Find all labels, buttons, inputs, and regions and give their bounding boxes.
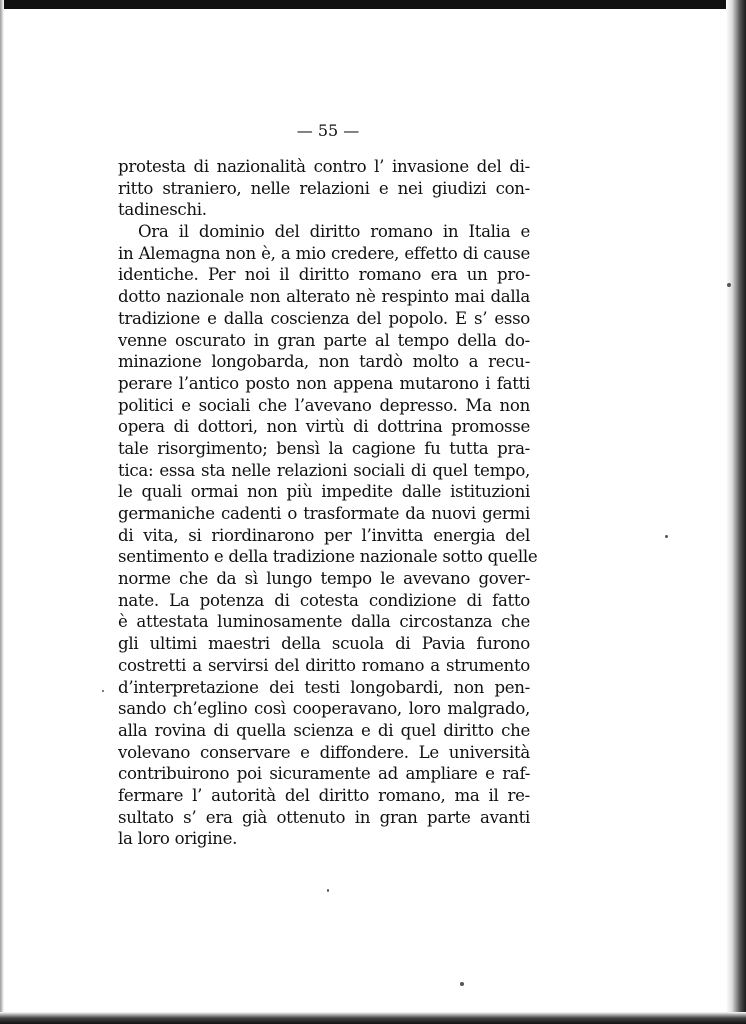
text-line: d’interpretazione dei testi longobardi, non pen- [118,677,530,697]
text-line: identiche. Per noi il diritto romano era un pro- [118,265,530,285]
text-line: sentimento e della tradizione nazionale sotto quelle [118,547,538,567]
text-line: Ora il dominio del diritto romano in Italia e [138,222,530,242]
text-line: dotto nazionale non alterato nè respinto mai dalla [118,287,530,307]
text-line: politici e sociali che l’avevano depresso. Ma non [118,395,530,415]
speck [727,283,731,287]
scan-top-border [0,0,746,9]
text-line: sando ch’eglino così cooperavano, loro malgrado, [118,699,530,719]
text-line: è attestata luminosamente dalla circostanza che [118,612,530,632]
scan-right-border [726,0,746,1024]
text-line: alla rovina di quella scienza e di quel diritto che [118,720,530,740]
text-line: costretti a servirsi del diritto romano a strumento [118,655,530,675]
text-line: di vita, si riordinarono per l’invitta energia del [118,525,530,545]
text-line: tale risorgimento; bensì la cagione fu tutta pra- [118,438,530,458]
text-line: minazione longobarda, non tardò molto a recu- [118,352,530,372]
scan-left-edge [0,0,4,1024]
text-line: venne oscurato in gran parte al tempo della do- [118,330,530,350]
text-line: nate. La potenza di cotesta condizione di fatto [118,590,530,610]
page-number: — 55 — [296,121,360,140]
text-line: la loro origine. [118,829,238,849]
text-line: norme che da sì lungo tempo le avevano gover- [118,569,530,589]
text-line: sultato s’ era già ottenuto in gran parte avanti [118,807,530,827]
text-line: tradizione e dalla coscienza del popolo. E s’ esso [118,308,530,328]
speck [665,535,668,538]
speck [327,889,329,892]
text-line: tica: essa sta nelle relazioni sociali di quel tempo, [118,460,530,480]
text-line: protesta di nazionalità contro l’ invasione del di- [118,157,530,176]
text-line: perare l’antico posto non appena mutarono i fatti [118,373,530,393]
text-line: le quali ormai non più impedite dalle istituzioni [118,482,530,502]
text-line: tadineschi. [118,200,207,220]
text-line: opera di dottori, non virtù di dottrina promosse [118,417,530,437]
text-line: germaniche cadenti o trasformate da nuovi germi [118,504,530,523]
speck [102,690,104,692]
speck [460,982,464,986]
body-text [118,156,538,850]
text-line: in Alemagna non è, a mio credere, effetto di cause [118,243,530,263]
text-line: contribuirono poi sicuramente ad ampliare e raf- [118,764,530,784]
text-line: ritto straniero, nelle relazioni e nei giudizi con- [118,178,530,198]
text-line: gli ultimi maestri della scuola di Pavia furono [118,634,530,654]
text-line: volevano conservare e diffondere. Le università [118,742,530,762]
text-line: fermare l’ autorità del diritto romano, ma il re- [118,785,530,805]
scan-bottom-border [0,1012,746,1024]
